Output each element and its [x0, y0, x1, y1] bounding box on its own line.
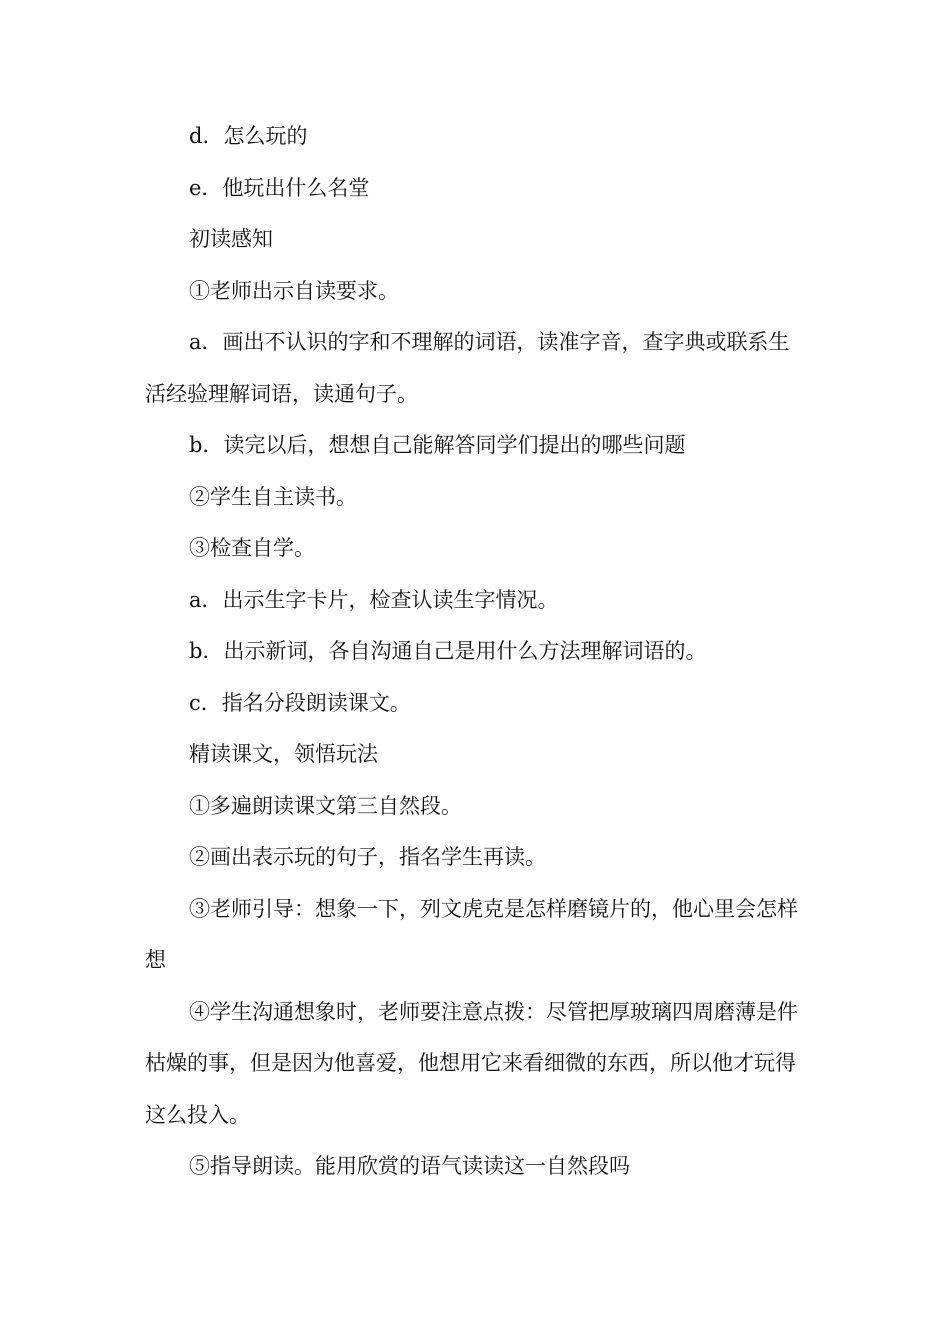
requirement-b: b．读完以后，想想自己能解答同学们提出的哪些问题 [189, 433, 686, 457]
list-item-e: e．他玩出什么名堂 [189, 175, 370, 200]
step-3-check: ③检查自学。 [189, 536, 315, 560]
section-heading-initial-reading: 初读感知 [189, 227, 273, 251]
close-reading-step-1: ①多遍朗读课文第三自然段。 [189, 793, 462, 818]
document-body [145, 111, 810, 1193]
close-reading-step-3: ③老师引导：想象一下，列文虎克是怎样磨镜片的，他心里会怎样想 [145, 896, 798, 972]
check-item-b: b．出示新词，各自沟通自己是用什么方法理解词语的。 [189, 639, 707, 663]
check-item-a: a．出示生字卡片，检查认读生字情况。 [189, 587, 559, 612]
list-item-d: d．怎么玩的 [189, 124, 308, 148]
close-reading-step-5: ⑤指导朗读。能用欣赏的语气读读这一自然段吗 [189, 1154, 630, 1178]
step-2-self-reading: ②学生自主读书。 [189, 484, 357, 509]
section-heading-close-reading: 精读课文，领悟玩法 [189, 742, 378, 766]
step-1-reading-requirements: ①老师出示自读要求。 [189, 278, 399, 303]
close-reading-step-4: ④学生沟通想象时，老师要注意点拨：尽管把厚玻璃四周磨薄是件枯燥的事，但是因为他喜爱，他想用它来看细微的东西，所以他才玩得这么投入。 [145, 999, 798, 1127]
check-item-c: c．指名分段朗读课文。 [189, 690, 411, 715]
requirement-a: a．画出不认识的字和不理解的词语，读准字音，查字典或联系生活经验理解词语，读通句子。 [145, 330, 790, 406]
close-reading-step-2: ②画出表示玩的句子，指名学生再读。 [189, 845, 546, 869]
